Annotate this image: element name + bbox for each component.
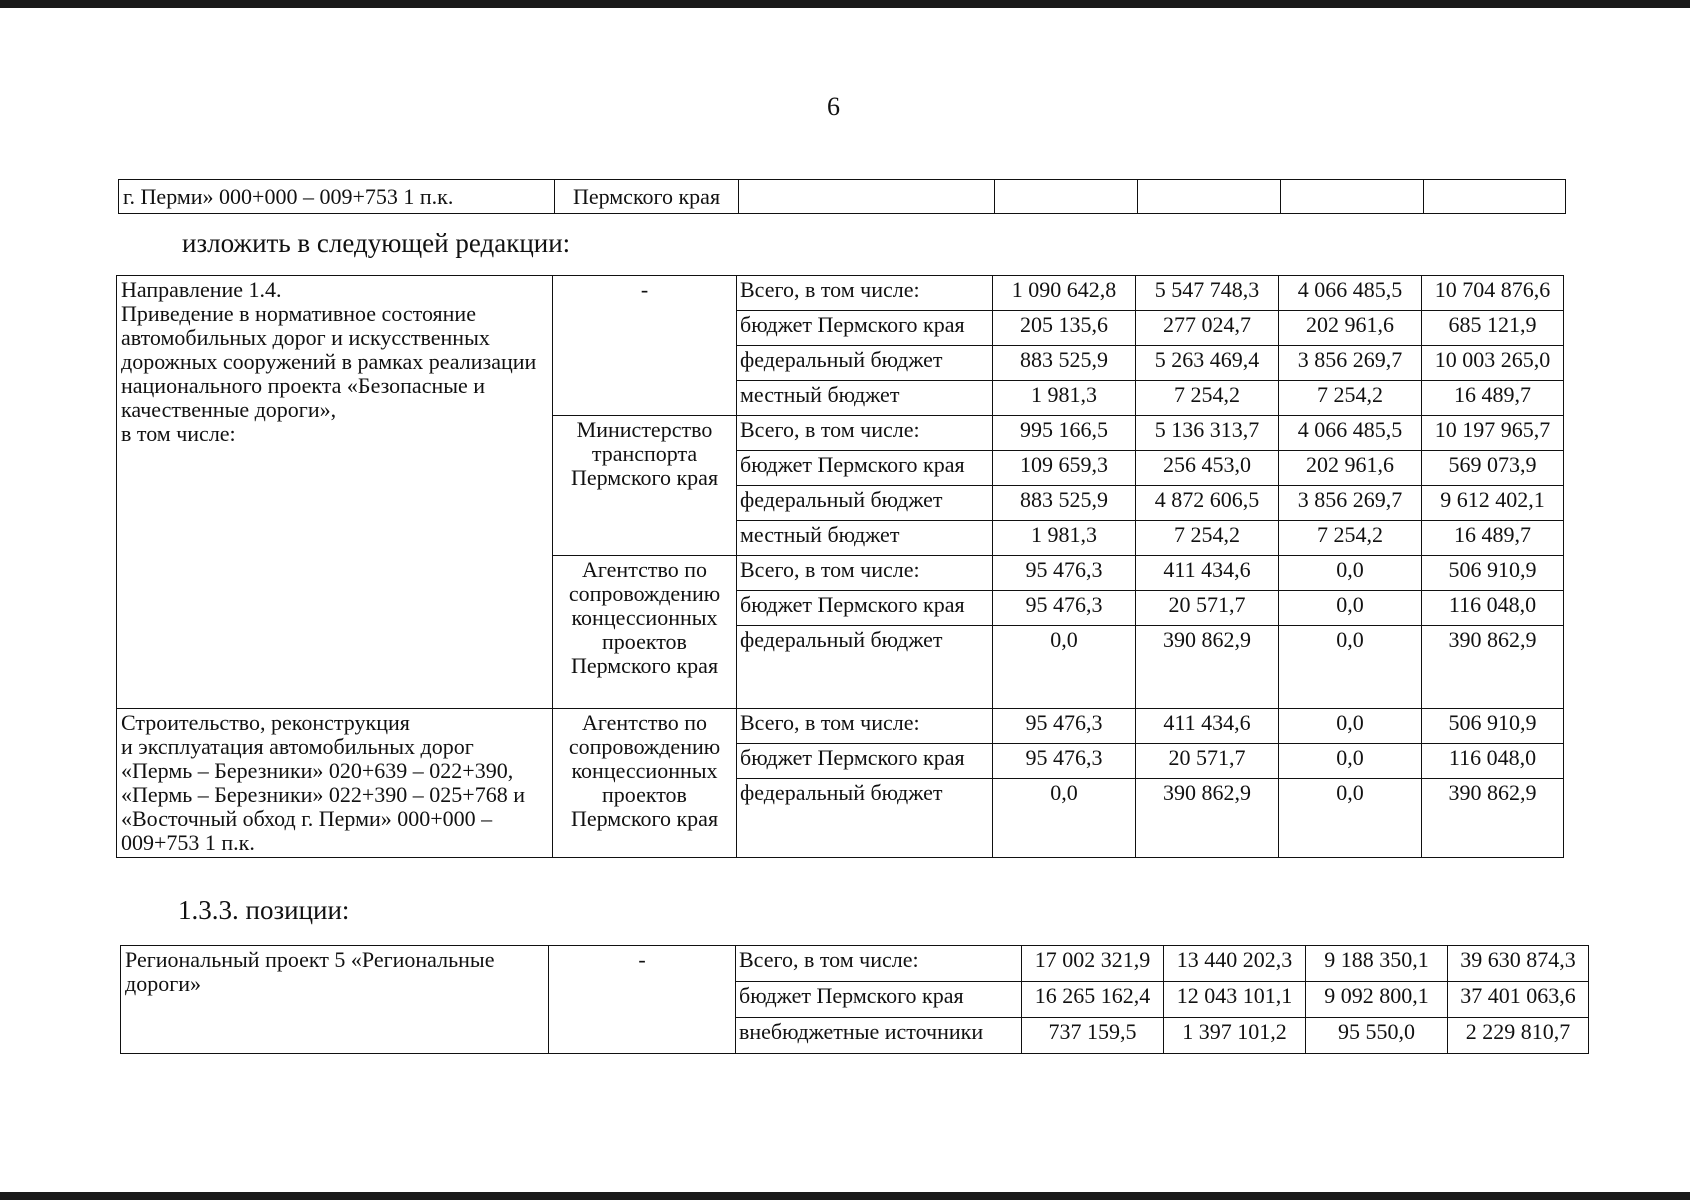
value-cell: 0,0 bbox=[993, 626, 1136, 709]
value-cell: 0,0 bbox=[1279, 744, 1422, 779]
total-cell: 116 048,0 bbox=[1422, 744, 1564, 779]
value-cell: 0,0 bbox=[1279, 709, 1422, 744]
total-cell: 2 229 810,7 bbox=[1448, 1018, 1589, 1054]
value-cell: 883 525,9 bbox=[993, 486, 1136, 521]
row-label: местный бюджет bbox=[737, 381, 993, 416]
value-cell: 95 550,0 bbox=[1306, 1018, 1448, 1054]
value-cell: 7 254,2 bbox=[1136, 521, 1279, 556]
row-name-cell: г. Перми» 000+000 – 009+753 1 п.к. bbox=[119, 180, 555, 214]
value-cell: 411 434,6 bbox=[1136, 556, 1279, 591]
direction-title-cell: Направление 1.4. Приведение в нормативное состояние автомобильных дорог и искусственных дорожных сооружений в рамках реализации национального проекта «Безопасные и качественные дороги», в том числе: bbox=[117, 276, 553, 709]
table-row bbox=[117, 709, 1564, 744]
value-cell: 1 397 101,2 bbox=[1164, 1018, 1306, 1054]
value-cell: 205 135,6 bbox=[993, 311, 1136, 346]
value-cell: 883 525,9 bbox=[993, 346, 1136, 381]
value-cell: 3 856 269,7 bbox=[1279, 346, 1422, 381]
total-cell: 16 489,7 bbox=[1422, 381, 1564, 416]
value-cell: 7 254,2 bbox=[1279, 381, 1422, 416]
value-cell: 0,0 bbox=[1279, 779, 1422, 858]
total-cell: 39 630 874,3 bbox=[1448, 946, 1589, 982]
value-cell: 0,0 bbox=[1279, 626, 1422, 709]
value-cell: 20 571,7 bbox=[1136, 744, 1279, 779]
row-label: бюджет Пермского края bbox=[737, 451, 993, 486]
value-cell: 202 961,6 bbox=[1279, 451, 1422, 486]
row-label: федеральный бюджет bbox=[737, 779, 993, 858]
executor-cell: Министерство транспорта Пермского края bbox=[553, 416, 737, 556]
row-label: бюджет Пермского края bbox=[737, 311, 993, 346]
row-label: Всего, в том числе: bbox=[737, 416, 993, 451]
regional-project-table bbox=[120, 945, 1589, 1054]
value-cell: 7 254,2 bbox=[1279, 521, 1422, 556]
total-cell: 506 910,9 bbox=[1422, 709, 1564, 744]
value-cell: 4 872 606,5 bbox=[1136, 486, 1279, 521]
total-cell: 10 197 965,7 bbox=[1422, 416, 1564, 451]
value-cell: 16 265 162,4 bbox=[1022, 982, 1164, 1018]
value-cell: 13 440 202,3 bbox=[1164, 946, 1306, 982]
row-label: местный бюджет bbox=[737, 521, 993, 556]
value-cell: 95 476,3 bbox=[993, 591, 1136, 626]
total-cell: 16 489,7 bbox=[1422, 521, 1564, 556]
row-label: федеральный бюджет bbox=[737, 486, 993, 521]
value-cell: 7 254,2 bbox=[1136, 381, 1279, 416]
value-cell: 390 862,9 bbox=[1136, 626, 1279, 709]
row-label: Всего, в том числе: bbox=[736, 946, 1022, 982]
value-cell: 3 856 269,7 bbox=[1279, 486, 1422, 521]
total-cell: 569 073,9 bbox=[1422, 451, 1564, 486]
executor-cell: Агентство по сопровождению концессионных проектов Пермского края bbox=[553, 709, 737, 858]
empty-cell bbox=[995, 180, 1138, 214]
value-cell: 995 166,5 bbox=[993, 416, 1136, 451]
regional-title-cell: Региональный проект 5 «Региональные дороги» bbox=[121, 946, 549, 1054]
value-cell: 95 476,3 bbox=[993, 709, 1136, 744]
row-label: бюджет Пермского края bbox=[737, 591, 993, 626]
total-cell: 685 121,9 bbox=[1422, 311, 1564, 346]
value-cell: 5 263 469,4 bbox=[1136, 346, 1279, 381]
value-cell: 1 981,3 bbox=[993, 381, 1136, 416]
executor-cell: - bbox=[553, 276, 737, 416]
value-cell: 390 862,9 bbox=[1136, 779, 1279, 858]
executor-cell: - bbox=[549, 946, 736, 1054]
executor-cell: Пермского края bbox=[555, 180, 739, 214]
total-cell: 116 048,0 bbox=[1422, 591, 1564, 626]
table-row bbox=[117, 276, 1564, 311]
previous-table-fragment bbox=[118, 179, 1566, 214]
value-cell: 737 159,5 bbox=[1022, 1018, 1164, 1054]
value-cell: 202 961,6 bbox=[1279, 311, 1422, 346]
value-cell: 4 066 485,5 bbox=[1279, 416, 1422, 451]
value-cell: 17 002 321,9 bbox=[1022, 946, 1164, 982]
empty-cell bbox=[1424, 180, 1566, 214]
row-label: Всего, в том числе: bbox=[737, 556, 993, 591]
value-cell: 5 136 313,7 bbox=[1136, 416, 1279, 451]
total-cell: 9 612 402,1 bbox=[1422, 486, 1564, 521]
scan-border-top bbox=[0, 0, 1690, 8]
row-label: федеральный бюджет bbox=[737, 626, 993, 709]
total-cell: 10 704 876,6 bbox=[1422, 276, 1564, 311]
table-row bbox=[119, 180, 1566, 214]
value-cell: 9 092 800,1 bbox=[1306, 982, 1448, 1018]
total-cell: 37 401 063,6 bbox=[1448, 982, 1589, 1018]
row-label: внебюджетные источники bbox=[736, 1018, 1022, 1054]
value-cell: 411 434,6 bbox=[1136, 709, 1279, 744]
direction-table bbox=[116, 275, 1564, 858]
value-cell: 95 476,3 bbox=[993, 556, 1136, 591]
row-label: бюджет Пермского края bbox=[737, 744, 993, 779]
value-cell: 5 547 748,3 bbox=[1136, 276, 1279, 311]
row-label: Всего, в том числе: bbox=[737, 709, 993, 744]
value-cell: 0,0 bbox=[1279, 591, 1422, 626]
value-cell: 20 571,7 bbox=[1136, 591, 1279, 626]
value-cell: 1 981,3 bbox=[993, 521, 1136, 556]
value-cell: 256 453,0 bbox=[1136, 451, 1279, 486]
empty-cell bbox=[1138, 180, 1281, 214]
value-cell: 12 043 101,1 bbox=[1164, 982, 1306, 1018]
table-row bbox=[121, 946, 1589, 982]
section-heading: 1.3.3. позиции: bbox=[178, 895, 350, 925]
page-number: 6 bbox=[827, 92, 840, 121]
scan-border-bottom bbox=[0, 1192, 1690, 1200]
total-cell: 390 862,9 bbox=[1422, 779, 1564, 858]
value-cell: 1 090 642,8 bbox=[993, 276, 1136, 311]
value-cell: 4 066 485,5 bbox=[1279, 276, 1422, 311]
empty-cell bbox=[1281, 180, 1424, 214]
value-cell: 0,0 bbox=[1279, 556, 1422, 591]
executor-cell: Агентство по сопровождению концессионных проектов Пермского края bbox=[553, 556, 737, 709]
total-cell: 390 862,9 bbox=[1422, 626, 1564, 709]
total-cell: 10 003 265,0 bbox=[1422, 346, 1564, 381]
section-heading: изложить в следующей редакции: bbox=[182, 228, 571, 258]
construction-title-cell: Строительство, реконструкция и эксплуатация автомобильных дорог «Пермь – Березники» 020+639 – 022+390, «Пермь – Березники» 022+390 – 025+768 и «Восточный обход г. Перми» 000+000 – 009+753 1 п.к. bbox=[117, 709, 553, 858]
value-cell: 95 476,3 bbox=[993, 744, 1136, 779]
value-cell: 0,0 bbox=[993, 779, 1136, 858]
total-cell: 506 910,9 bbox=[1422, 556, 1564, 591]
empty-cell bbox=[739, 180, 995, 214]
row-label: федеральный бюджет bbox=[737, 346, 993, 381]
value-cell: 9 188 350,1 bbox=[1306, 946, 1448, 982]
value-cell: 109 659,3 bbox=[993, 451, 1136, 486]
row-label: Всего, в том числе: bbox=[737, 276, 993, 311]
row-label: бюджет Пермского края bbox=[736, 982, 1022, 1018]
value-cell: 277 024,7 bbox=[1136, 311, 1279, 346]
